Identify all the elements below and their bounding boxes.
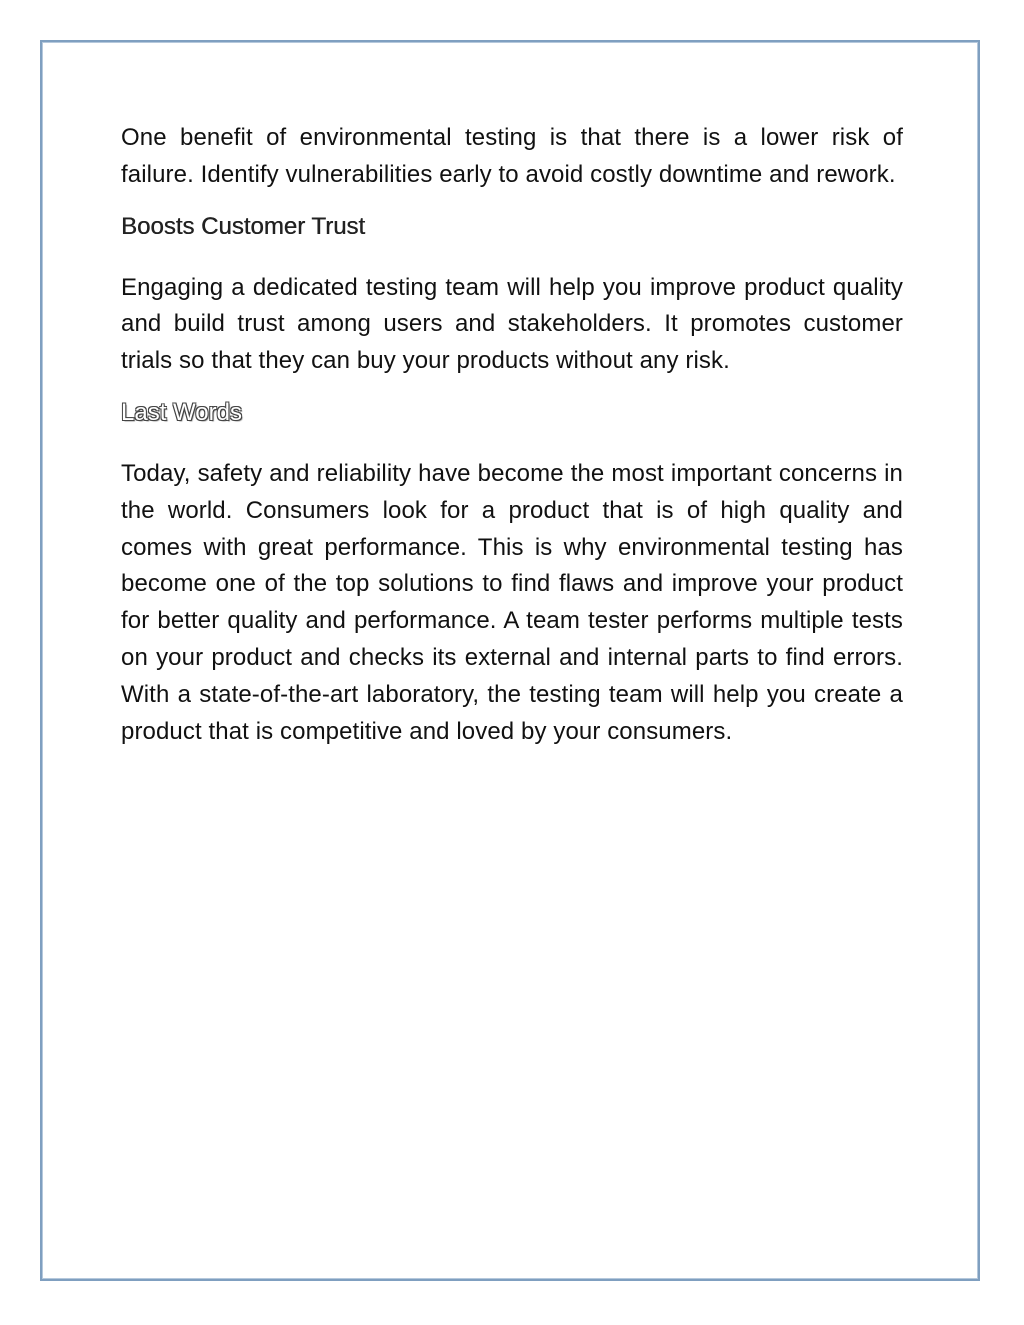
spacer	[121, 245, 903, 270]
intro-paragraph: One benefit of environmental testing is that there is a lower risk of failure. Identify vulnerabilities early to avoid costly downtime and rework.	[121, 124, 903, 188]
spacer	[121, 431, 903, 456]
section-heading-last-words: Last Words	[121, 398, 242, 426]
spacer	[121, 380, 903, 395]
document-body	[121, 120, 903, 750]
section-heading-customer-trust: Boosts Customer Trust	[121, 212, 366, 240]
customer-trust-paragraph: Engaging a dedicated testing team will help you improve product quality and build trust among users and stakeholders. It promotes customer trials so that they can buy your products without any risk.	[121, 273, 903, 375]
last-words-paragraph: Today, safety and reliability have become the most important concerns in the world. Consumers look for a product that is of high quality and comes with great performance. This is why environmental testing has become one of the top solutions to find flaws and improve your product for better quality and performance. A team tester performs multiple tests on your product and checks its external and internal parts to find errors. With a state-of-the-art laboratory, the testing team will help you create a product that is competitive and loved by your consumers.	[121, 459, 903, 745]
spacer	[121, 194, 903, 209]
